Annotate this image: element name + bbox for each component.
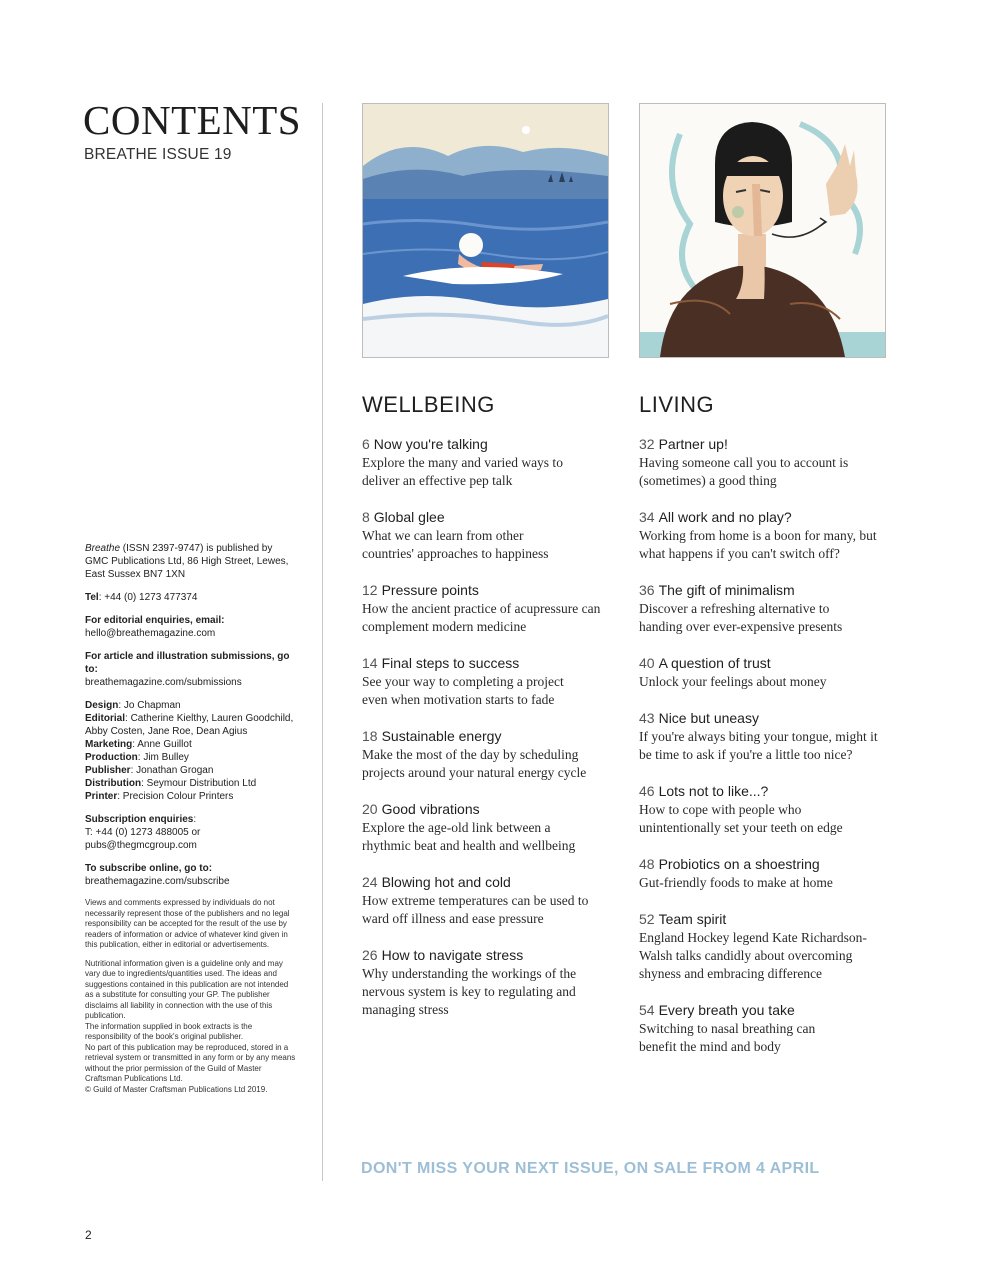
copyright: © Guild of Master Craftsman Publications Ltd 2019. bbox=[85, 1084, 268, 1094]
article-title: Global glee bbox=[373, 509, 445, 525]
submissions-info: For article and illustration submissions, go to: breathemagazine.com/submissions bbox=[85, 651, 290, 688]
article-title: Lots not to like...? bbox=[658, 783, 769, 799]
article-description: What we can learn from other countries' approaches to happiness bbox=[362, 528, 549, 561]
page-number: 26 bbox=[362, 947, 378, 963]
next-issue-banner: DON'T MISS YOUR NEXT ISSUE, ON SALE FROM 4 APRIL bbox=[361, 1160, 820, 1177]
list-item[interactable] bbox=[639, 508, 899, 563]
swimmer-illustration bbox=[362, 103, 609, 358]
article-description: If you're always biting your tongue, might it be time to ask if you're a little too nice? bbox=[639, 729, 878, 762]
article-title: Now you're talking bbox=[373, 436, 488, 452]
article-description: Working from home is a boon for many, but what happens if you can't switch off? bbox=[639, 528, 877, 561]
list-item[interactable] bbox=[362, 946, 622, 1019]
article-description: Make the most of the day by scheduling projects around your natural energy cycle bbox=[362, 747, 587, 780]
subscribe-link[interactable]: breathemagazine.com/subscribe bbox=[85, 876, 230, 887]
article-title: Good vibrations bbox=[381, 801, 480, 817]
article-title: Team spirit bbox=[658, 911, 727, 927]
article-title: Partner up! bbox=[658, 436, 728, 452]
article-description: How to cope with people who unintentionally set your teeth on edge bbox=[639, 802, 843, 835]
article-description: England Hockey legend Kate Richardson-Walsh talks candidly about overcoming shyness and embracing difference bbox=[639, 930, 867, 981]
disclaimer-views: Views and comments expressed by individuals do not necessarily represent those of the publishers and no legal responsibility can be accepted for the result of the use by readers of information or advice of whatever kind given in this publication, either in editorial or advertisements. bbox=[85, 898, 290, 949]
article-description: Unlock your feelings about money bbox=[639, 674, 827, 689]
page-number: 14 bbox=[362, 655, 378, 671]
list-item[interactable] bbox=[362, 873, 622, 928]
list-item[interactable] bbox=[362, 581, 622, 636]
article-title: All work and no play? bbox=[658, 509, 792, 525]
telephone: Tel: +44 (0) 1273 477374 bbox=[85, 592, 198, 603]
disclaimer-extracts: The information supplied in book extracts is the responsibility of the book's original publisher. bbox=[85, 1021, 253, 1041]
page-number: 48 bbox=[639, 856, 655, 872]
list-item[interactable] bbox=[639, 1001, 899, 1056]
article-description: How the ancient practice of acupressure can complement modern medicine bbox=[362, 601, 601, 634]
wellbeing-heading: WELLBEING bbox=[362, 392, 495, 417]
article-description: Discover a refreshing alternative to handing over ever-expensive presents bbox=[639, 601, 843, 634]
page-title: CONTENTS bbox=[83, 97, 302, 143]
list-item[interactable] bbox=[362, 800, 622, 855]
issue-subtitle: BREATHE ISSUE 19 bbox=[84, 146, 232, 163]
subscribe-online: To subscribe online, go to: breathemagazine.com/subscribe bbox=[85, 863, 230, 887]
article-description: Explore the age-old link between a rhythmic beat and health and wellbeing bbox=[362, 820, 576, 853]
page-number: 36 bbox=[639, 582, 655, 598]
page-number: 40 bbox=[639, 655, 655, 671]
article-title: Every breath you take bbox=[658, 1002, 795, 1018]
article-title: A question of trust bbox=[658, 655, 771, 671]
article-title: Probiotics on a shoestring bbox=[658, 856, 820, 872]
article-description: Gut-friendly foods to make at home bbox=[639, 875, 833, 890]
disclaimer-nutrition: Nutritional information given is a guideline only and may vary due to ingredients/quantities used. The ideas and suggestions contained in this publication are not intended as a substitute for consulting your GP. The publisher disclaims all liability in connection with the use of this publication. bbox=[85, 958, 289, 1020]
list-item[interactable] bbox=[639, 782, 899, 837]
article-title: Final steps to success bbox=[381, 655, 520, 671]
article-title: Blowing hot and cold bbox=[381, 874, 511, 890]
article-description: See your way to completing a project even when motivation starts to fade bbox=[362, 674, 564, 707]
column-divider bbox=[322, 103, 323, 1181]
list-item[interactable] bbox=[362, 508, 622, 563]
list-item[interactable] bbox=[362, 727, 622, 782]
article-title: Pressure points bbox=[381, 582, 479, 598]
editorial-enquiries: For editorial enquiries, email: hello@breathemagazine.com bbox=[85, 615, 225, 639]
list-item[interactable] bbox=[639, 910, 899, 983]
living-section bbox=[639, 392, 899, 1074]
list-item[interactable] bbox=[639, 709, 899, 764]
page-number: 54 bbox=[639, 1002, 655, 1018]
wellbeing-section bbox=[362, 392, 622, 1037]
list-item[interactable] bbox=[362, 435, 622, 490]
article-description: Having someone call you to account is (sometimes) a good thing bbox=[639, 455, 849, 488]
page-number-footer: 2 bbox=[85, 1228, 92, 1242]
disclaimer-reproduction: No part of this publication may be reproduced, stored in a retrieval system or transmitted in any form or by any means without the prior permission of the Guild of Master Craftsman Publications Ltd. bbox=[85, 1042, 296, 1083]
colophon bbox=[85, 542, 297, 1103]
page-number: 32 bbox=[639, 436, 655, 452]
article-title: Sustainable energy bbox=[381, 728, 502, 744]
article-description: How extreme temperatures can be used to ward off illness and ease pressure bbox=[362, 893, 589, 926]
page-number: 18 bbox=[362, 728, 378, 744]
page-number: 6 bbox=[362, 436, 370, 452]
article-description: Why understanding the workings of the nervous system is key to regulating and managing stress bbox=[362, 966, 577, 1017]
article-title: How to navigate stress bbox=[381, 947, 524, 963]
page-number: 24 bbox=[362, 874, 378, 890]
living-heading: LIVING bbox=[639, 392, 715, 417]
article-description: Explore the many and varied ways to deliver an effective pep talk bbox=[362, 455, 563, 488]
list-item[interactable] bbox=[639, 654, 899, 691]
credits-list: Design: Jo Chapman Editorial: Catherine Kielthy, Lauren Goodchild, Abby Costen, Jane Roe, Dean Agius Marketing: Anne Guillot Production: Jim Bulley Publisher: Jonathan Grogan Distribution: Seymour Distribution Ltd Printer: Precision Colour Printers bbox=[85, 700, 294, 802]
subscription-enquiries: Subscription enquiries: T: +44 (0) 1273 488005 or pubs@thegmcgroup.com bbox=[85, 814, 201, 851]
article-title: Nice but uneasy bbox=[658, 710, 759, 726]
page-number: 46 bbox=[639, 783, 655, 799]
article-description: Switching to nasal breathing can benefit the mind and body bbox=[639, 1021, 816, 1054]
list-item[interactable] bbox=[639, 435, 899, 490]
page-number: 34 bbox=[639, 509, 655, 525]
submissions-link[interactable]: breathemagazine.com/submissions bbox=[85, 677, 242, 688]
breathing-woman-illustration bbox=[639, 103, 886, 358]
list-item[interactable] bbox=[639, 855, 899, 892]
page-number: 8 bbox=[362, 509, 370, 525]
page-number: 20 bbox=[362, 801, 378, 817]
list-item[interactable] bbox=[362, 654, 622, 709]
page-number: 43 bbox=[639, 710, 655, 726]
page-number: 12 bbox=[362, 582, 378, 598]
article-title: The gift of minimalism bbox=[658, 582, 795, 598]
list-item[interactable] bbox=[639, 581, 899, 636]
page-number: 52 bbox=[639, 911, 655, 927]
editorial-email-link[interactable]: hello@breathemagazine.com bbox=[85, 628, 216, 639]
publication-info: Breathe (ISSN 2397-9747) is published by GMC Publications Ltd, 86 High Street, Lewes, East Sussex BN7 1XN bbox=[85, 543, 289, 580]
